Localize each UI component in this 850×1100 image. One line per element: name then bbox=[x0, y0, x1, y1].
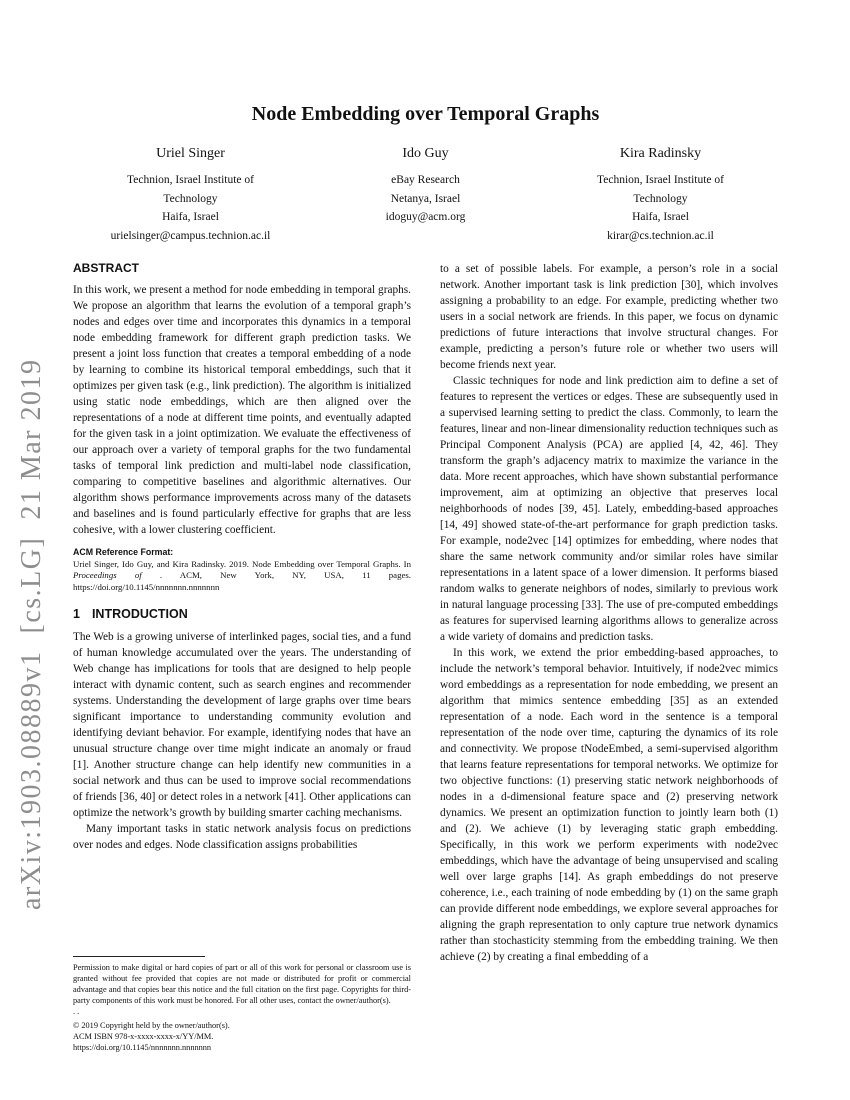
author-location: Haifa, Israel bbox=[632, 211, 689, 223]
left-column bbox=[73, 261, 411, 1053]
footnote-block bbox=[73, 952, 411, 1053]
footnote-conference: . . bbox=[73, 1007, 80, 1016]
acm-reference-heading: ACM Reference Format: bbox=[73, 547, 174, 557]
footnote-isbn: ACM ISBN 978-x-xxxx-xxxx-x/YY/MM. bbox=[73, 1032, 214, 1041]
body-paragraph: In this work, we extend the prior embedding-based approaches, to include the network’s temporal behavior. Intuitively, if node2vec mimics word embeddings as a representation for node embedding, we present an algorithm that mimics sentence embedding [35] as an extended representation of a node. Each word in the sentence is a temporal representation of the node over time, capturing the dynamics of its role and connectivity. We propose tNodeEmbed, a semi-supervised algorithm that learns feature representations for temporal networks. We optimize for two objective functions: (1) preserving static network neighborhoods of nodes in a d-dimensional feature space and (2) preserving network dynamics. We present an optimization function to jointly learn both (1) and (2). We achieve (1) by leveraging static graph embedding. Specifically, in this work we perform experiments with node2vec embeddings, which have the advantage of being unsupervised and scaling well over large graphs [14]. As graph embeddings do not preserve coherence, i.e., each training of node embedding by (1) on the same graph can provide different node embeddings, we explore several approaches for aligning the graph representation to only capture true network dynamics rather than stochasticity stemming from the embedding training. We then achieve (2) by creating a final embedding of a bbox=[440, 647, 778, 963]
footnote-rule bbox=[73, 956, 205, 957]
acm-reference-text-after: . ACM, New York, NY, USA, 11 pages. bbox=[141, 570, 411, 580]
author-name: Ido Guy bbox=[402, 146, 449, 161]
footnote-doi-link[interactable]: https://doi.org/10.1145/nnnnnnn.nnnnnnn bbox=[73, 1043, 212, 1052]
author-kira-radinsky bbox=[543, 146, 778, 245]
intro-paragraph: The Web is a growing universe of interlinked pages, social ties, and a fund of human knowledge accumulated over the years. The understanding of Web change has implications for tools that are designed to help people interact with dynamic content, such as search engines and recommender systems. Understanding the development of large graphs over time bears significant importance to understanding community evolution and identifying deviant behavior. For example, identifying nodes that have an unusual structure change over time might indicate an anomaly or fraud [1]. Another structure change can help identify new communities in a social network and thus can be used to improve social recommendations of friends [36, 40] or detect roles in a network [41]. Other applications can optimize the network’s growth by building smarter caching mechanisms. bbox=[73, 631, 411, 819]
author-affiliation-line: Technology bbox=[163, 192, 218, 205]
paper-page bbox=[73, 102, 778, 1053]
acm-reference-proceedings: Proceedings of bbox=[73, 570, 142, 580]
section-heading-introduction bbox=[73, 607, 411, 621]
author-affiliation-line: Technion, Israel Institute of bbox=[597, 174, 724, 186]
author-email[interactable]: urielsinger@campus.technion.ac.il bbox=[110, 229, 271, 242]
author-name: Kira Radinsky bbox=[619, 146, 702, 161]
body-columns bbox=[73, 261, 778, 1053]
paper-title: Node Embedding over Temporal Graphs bbox=[251, 103, 600, 125]
footnote-permission: Permission to make digital or hard copies of part or all of this work for personal or classroom use is granted without fee provided that copies are not made or distributed for profit or commercial advantage and that copies bear this notice and the full citation on the first page. Copyrights for third-party components of this work must be honored. For all other uses, contact the owner/author(s). bbox=[73, 963, 411, 1005]
body-paragraph: Classic techniques for node and link prediction aim to define a set of features to represent the vertices or edges. These are subsequently used in a supervised learning setting to predict the class. Commonly, to learn the features, linear and non-linear dimensionality reduction techniques such as Principal Component Analysis (PCA) are applied [4, 42, 46]. They transform the graph’s adjacency matrix to maximize the variance in the data. More recent approaches, which have shown substantial performance improvement, aim at optimizing an objective that preserves local neighborhoods of nodes [39, 45]. Lately, embedding-based approaches [14, 49] showed state-of-the-art performance for graph prediction tasks. For example, node2vec [14] optimizes for embedding, where nodes that share the same network community and/or similar roles have similar representations in a latent space of a lower dimension. It performs biased random walks to generate neighbors of nodes, similarly to previous work in natural language processing [33]. The use of pre-computed embeddings as features for supervised learning algorithms allows to generalize across a wide variety of domains and prediction tasks. bbox=[440, 375, 778, 643]
author-ido-guy bbox=[308, 146, 543, 227]
right-column bbox=[440, 261, 778, 1053]
author-affiliation-line: eBay Research bbox=[391, 174, 460, 186]
body-paragraph: to a set of possible labels. For example, a person’s role in a social network. Another important task is link prediction [30], which involves assigning a probability to an edge. For example, predicting whether two users in a social network are friends. In this paper, we focus on dynamic predictions of future interactions that involve structural changes. For example, predicting a person’s future role or whether two users will become friends next year. bbox=[440, 263, 778, 371]
section-number: 1 bbox=[73, 607, 80, 621]
arxiv-watermark: arXiv:1903.08889v1 [cs.LG] 21 Mar 2019 bbox=[16, 358, 47, 910]
author-location: Netanya, Israel bbox=[390, 192, 461, 205]
footnote-copyright: © 2019 Copyright held by the owner/author(s). bbox=[73, 1021, 230, 1030]
author-name: Uriel Singer bbox=[156, 146, 225, 161]
author-uriel-singer bbox=[73, 146, 308, 245]
acm-reference-text bbox=[73, 559, 411, 594]
author-block bbox=[73, 146, 778, 245]
abstract-text: In this work, we present a method for node embedding in temporal graphs. We propose an algorithm that learns the evolution of a temporal graph’s nodes and edges over time and incorporates this dynamics in a temporal node embedding framework for different graph prediction tasks. We present a joint loss function that creates a temporal embedding of a node by learning to combine its historical temporal embeddings, such that it optimizes per given task (e.g., link prediction). The algorithm is initialized using static node embeddings, which are then aligned over the representations of a node at different time points, and eventually adapted for the given task in a joint optimization. We evaluate the effectiveness of our approach over a variety of temporal graphs for the two fundamental tasks of temporal link prediction and multi-label node classification, comparing to competitive baselines and algorithmic alternatives. Our algorithm shows performance improvements across many of the datasets and baselines and is found particularly effective for graphs that are less cohesive, with a lower clustering coefficient. bbox=[73, 284, 411, 536]
author-email[interactable]: idoguy@acm.org bbox=[385, 211, 466, 223]
abstract-heading: ABSTRACT bbox=[73, 261, 139, 275]
author-affiliation-line: Technology bbox=[633, 192, 688, 205]
acm-reference-block bbox=[73, 547, 411, 593]
acm-reference-text-before: Uriel Singer, Ido Guy, and Kira Radinsky. 2019. Node Embedding over Temporal Graphs. In bbox=[73, 558, 411, 569]
acm-reference-doi-link[interactable]: https://doi.org/10.1145/nnnnnnn.nnnnnnn bbox=[73, 581, 220, 592]
section-title: INTRODUCTION bbox=[91, 607, 188, 621]
author-email[interactable]: kirar@cs.technion.ac.il bbox=[607, 229, 714, 242]
author-location: Haifa, Israel bbox=[162, 211, 219, 223]
author-affiliation-line: Technion, Israel Institute of bbox=[127, 174, 254, 186]
intro-paragraph: Many important tasks in static network analysis focus on predictions over nodes and edges. Node classification assigns probabilities bbox=[73, 823, 411, 851]
